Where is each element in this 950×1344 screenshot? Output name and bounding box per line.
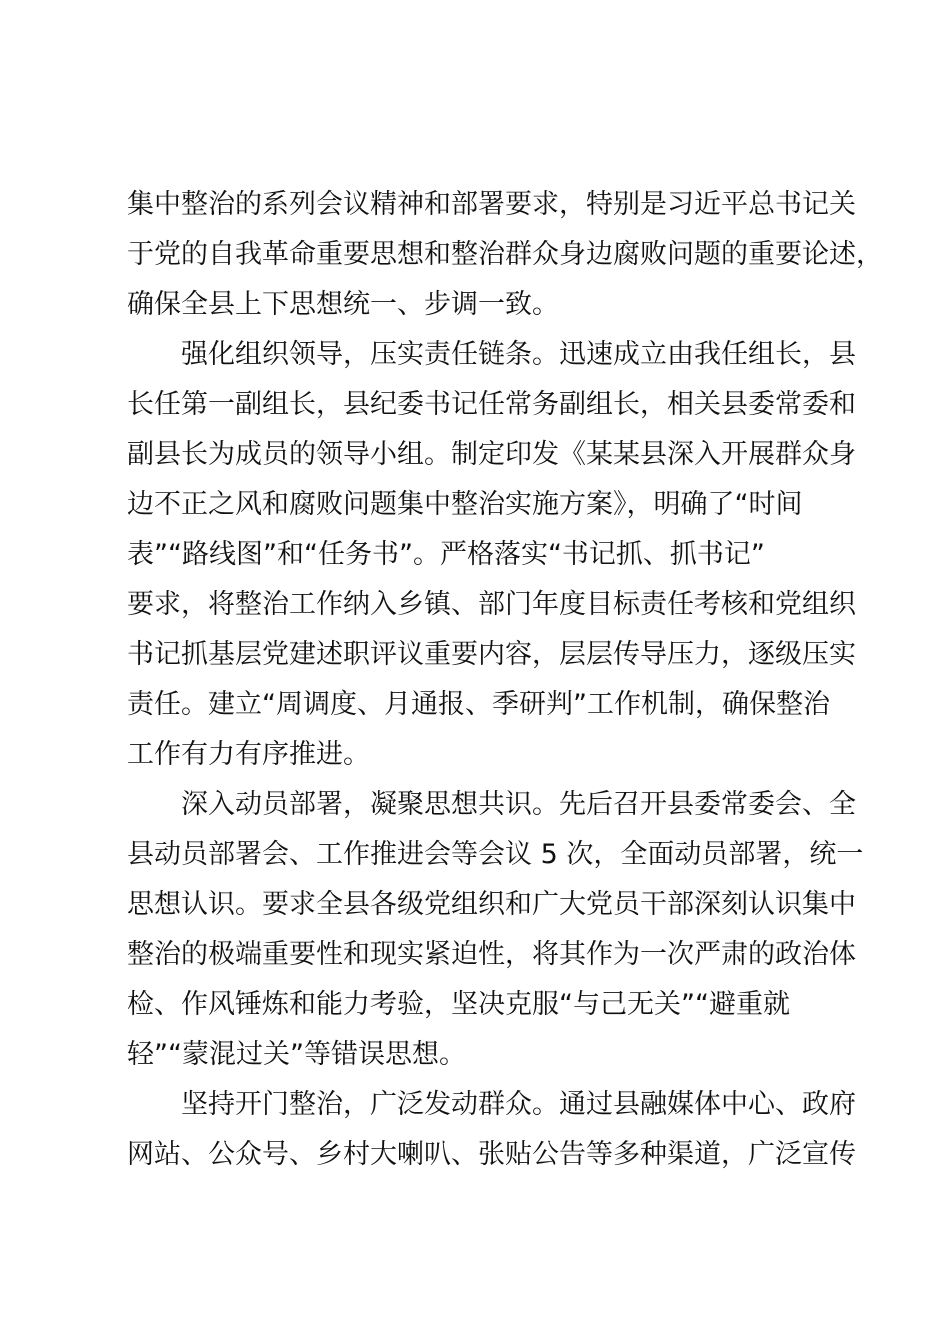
text-line: 长任第一副组长，县纪委书记任常务副组长，相关县委常委和	[127, 389, 856, 420]
text-line: 工作有力有序推进。	[127, 739, 370, 770]
text-line: 思想认识。要求全县各级党组织和广大党员干部深刻认识集中	[127, 889, 856, 920]
text-line: 集中整治的系列会议精神和部署要求，特别是习近平总书记关	[127, 189, 856, 220]
text-line: 边不正之风和腐败问题集中整治实施方案》，明确了“时间	[127, 489, 803, 520]
text-line: 表”“路线图”和“任务书”。严格落实“书记抓、抓书记”	[127, 539, 765, 570]
text-line: 责任。建立“周调度、月通报、季研判”工作机制，确保整治	[127, 689, 830, 720]
text-line: 县动员部署会、工作推进会等会议 5 次，全面动员部署，统一	[127, 839, 864, 870]
paragraph-3	[127, 780, 864, 1080]
text-line: 要求，将整治工作纳入乡镇、部门年度目标责任考核和党组织	[127, 589, 856, 620]
text-line: 坚持开门整治，广泛发动群众。通过县融媒体中心、政府	[181, 1089, 856, 1120]
paragraph-1	[127, 180, 883, 330]
text-line: 整治的极端重要性和现实紧迫性，将其作为一次严肃的政治体	[127, 939, 856, 970]
paragraph-2	[127, 330, 856, 780]
text-line: 确保全县上下思想统一、步调一致。	[127, 289, 559, 320]
paragraph-4	[127, 1080, 856, 1180]
document-body	[127, 180, 883, 1180]
text-line: 深入动员部署，凝聚思想共识。先后召开县委常委会、全	[181, 789, 856, 820]
text-line: 检、作风锤炼和能力考验，坚决克服“与己无关”“避重就	[127, 989, 790, 1020]
text-line: 轻”“蒙混过关”等错误思想。	[127, 1039, 466, 1070]
text-line: 强化组织领导，压实责任链条。迅速成立由我任组长，县	[181, 339, 856, 370]
text-line: 网站、公众号、乡村大喇叭、张贴公告等多种渠道，广泛宣传	[127, 1139, 856, 1170]
text-line: 副县长为成员的领导小组。制定印发《某某县深入开展群众身	[127, 439, 856, 470]
text-line: 书记抓基层党建述职评议重要内容，层层传导压力，逐级压实	[127, 639, 856, 670]
text-line: 于党的自我革命重要思想和整治群众身边腐败问题的重要论述，	[127, 239, 883, 270]
